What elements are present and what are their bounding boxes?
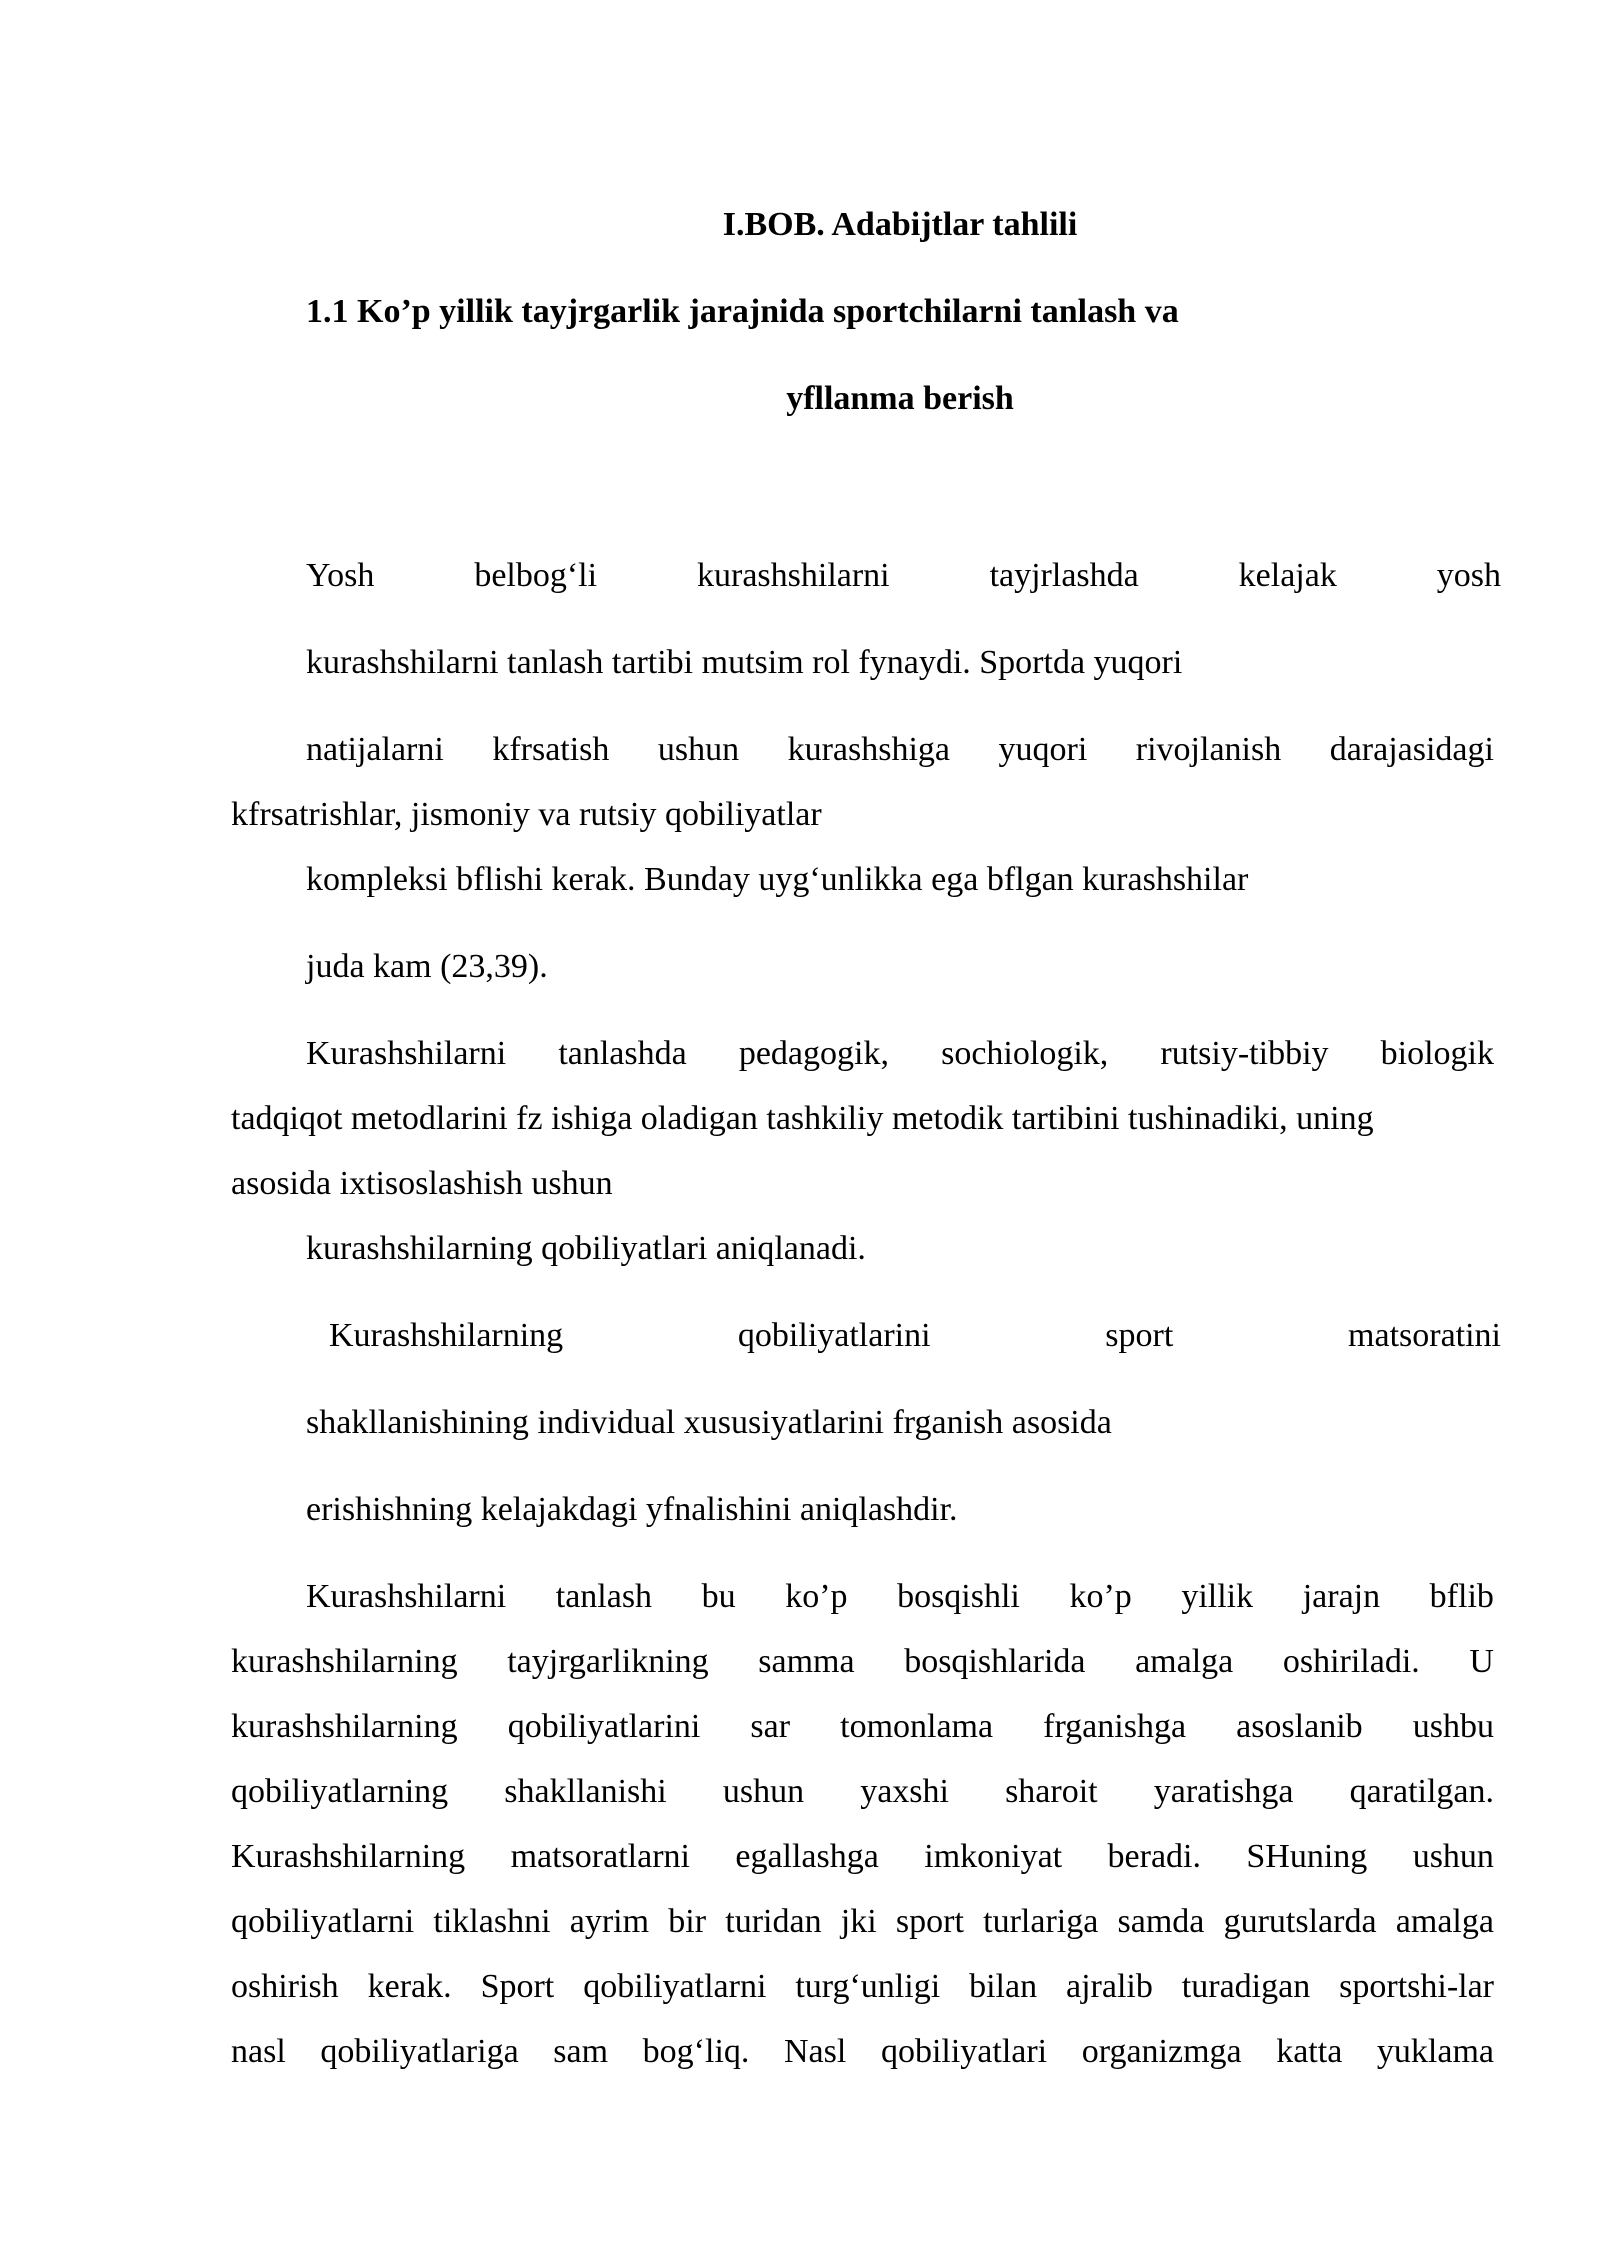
- word: darajasidagi: [1329, 731, 1494, 768]
- word: samda: [1117, 1903, 1205, 1940]
- text-line-1: [306, 556, 1501, 596]
- word: frganishga: [1043, 1708, 1187, 1745]
- word: kurashshilarning: [231, 1643, 458, 1680]
- word: kurashshilarning: [231, 1708, 458, 1745]
- word: rivojlanish: [1135, 731, 1282, 768]
- chapter-title: I.BOB. Adabijtlar tahlili: [722, 206, 1078, 243]
- word: ushun: [1412, 1838, 1494, 1875]
- word: oshiriladi.: [1282, 1643, 1420, 1680]
- text-line-6: juda kam (23,39).: [306, 948, 548, 985]
- word: belbog‘li: [474, 557, 598, 594]
- word: Sport: [480, 1968, 555, 2005]
- word: bosqishlarida: [904, 1643, 1086, 1680]
- word: qobiliyatlariga: [320, 2033, 519, 2070]
- word: beradi.: [1107, 1838, 1201, 1875]
- word: bu: [701, 1578, 736, 1615]
- word: tayjrgarlikning: [507, 1643, 709, 1680]
- word: tomonlama: [840, 1708, 994, 1745]
- word: turlariga: [983, 1903, 1099, 1940]
- word: imkoniyat: [924, 1838, 1063, 1875]
- word: gurutslarda: [1223, 1903, 1377, 1940]
- word: jki: [840, 1903, 877, 1940]
- word: ayrim: [569, 1903, 650, 1940]
- word: tayjrlashda: [989, 557, 1139, 594]
- word: katta: [1276, 2033, 1343, 2070]
- word: qobiliyatlari: [880, 2033, 1048, 2070]
- text-line-12: shakllanishining individual xususiyatlarini frganish asosida: [306, 1404, 1112, 1441]
- text-line-16: [231, 1707, 1494, 1747]
- word: yuqori: [998, 731, 1088, 768]
- text-line-18: [231, 1837, 1494, 1877]
- word: yaratishga: [1153, 1773, 1294, 1810]
- word: organizmga: [1081, 2033, 1242, 2070]
- word: ushun: [657, 731, 740, 768]
- word: Yosh: [306, 557, 375, 594]
- text-line-2: kurashshilarni tanlash tartibi mutsim rol fynaydi. Sportda yuqori: [306, 644, 1183, 681]
- word: amalga: [1135, 1643, 1234, 1680]
- word: turidan: [725, 1903, 822, 1940]
- text-line-11: [329, 1316, 1501, 1356]
- word: oshirish: [231, 1968, 339, 2005]
- word: natijalarni: [306, 731, 444, 768]
- text-line-20: [231, 1967, 1494, 2007]
- text-line-13: erishishning kelajakdagi yfnalishini aniqlashdir.: [306, 1491, 958, 1528]
- word: sport: [895, 1903, 964, 1940]
- word: tanlashda: [558, 1035, 687, 1072]
- word: asoslanib: [1236, 1708, 1363, 1745]
- text-line-19: [231, 1902, 1494, 1942]
- word: kerak.: [367, 1968, 452, 2005]
- word: sharoit: [1005, 1773, 1098, 1810]
- text-line-14: [306, 1577, 1494, 1617]
- word: jarajn: [1302, 1578, 1381, 1615]
- word: ko’p: [785, 1578, 848, 1615]
- word: Kurashshilarning: [231, 1838, 466, 1875]
- text-line-9: asosida ixtisoslashish ushun: [231, 1165, 613, 1202]
- word: rutsiy-tibbiy: [1160, 1035, 1329, 1072]
- word: sochiologik,: [941, 1035, 1109, 1072]
- word: ushun: [722, 1773, 805, 1810]
- word: matsoratlarni: [510, 1838, 690, 1875]
- word: Nasl: [784, 2033, 847, 2070]
- word: sportshi-lar: [1339, 1968, 1494, 2005]
- word: SHuning: [1246, 1838, 1368, 1875]
- word: sam: [553, 2033, 609, 2070]
- word: kurashshilarni: [697, 557, 890, 594]
- text-line-15: [231, 1642, 1494, 1682]
- text-line-3: [306, 730, 1494, 770]
- word: sport: [1105, 1317, 1174, 1354]
- word: bilan: [969, 1968, 1038, 2005]
- section-title-line-1: 1.1 Ko’p yillik tayjrgarlik jarajnida sportchilarni tanlash va: [306, 293, 1179, 330]
- word: samma: [758, 1643, 855, 1680]
- word: Kurashshilarni: [306, 1035, 507, 1072]
- word: egallashga: [735, 1838, 879, 1875]
- word: kfrsatish: [492, 731, 610, 768]
- text-line-17: [231, 1772, 1494, 1812]
- word: ushbu: [1412, 1708, 1494, 1745]
- word: kurashshiga: [787, 731, 951, 768]
- word: bir: [668, 1903, 707, 1940]
- word: qobiliyatlarini: [507, 1708, 701, 1745]
- word: yaxshi: [860, 1773, 949, 1810]
- text-line-8: tadqiqot metodlarini fz ishiga oladigan tashkiliy metodik tartibini tushinadiki, uning: [231, 1100, 1374, 1137]
- word: pedagogik,: [738, 1035, 889, 1072]
- word: bog‘liq.: [642, 2033, 750, 2070]
- word: qobiliyatlarning: [231, 1773, 449, 1810]
- word: qobiliyatlarni: [231, 1903, 415, 1940]
- word: yillik: [1181, 1578, 1254, 1615]
- text-line-5: kompleksi bflishi kerak. Bunday uyg‘unlikka ega bflgan kurashshilar: [306, 861, 1249, 898]
- text-line-7: [306, 1034, 1494, 1074]
- word: shakllanishi: [504, 1773, 667, 1810]
- word: ajralib: [1066, 1968, 1153, 2005]
- word: tiklashni: [433, 1903, 551, 1940]
- text-line-21: [231, 2032, 1494, 2072]
- word: tanlash: [555, 1578, 653, 1615]
- word: bosqishli: [897, 1578, 1020, 1615]
- word: qobiliyatlarini: [737, 1317, 931, 1354]
- word: bflib: [1429, 1578, 1494, 1615]
- word: sar: [750, 1708, 791, 1745]
- word: kelajak: [1238, 557, 1337, 594]
- word: ko’p: [1069, 1578, 1132, 1615]
- text-line-10: kurashshilarning qobiliyatlari aniqlanadi.: [306, 1230, 866, 1267]
- word: yuklama: [1376, 2033, 1494, 2070]
- word: matsoratini: [1348, 1317, 1501, 1354]
- section-title-line-2: yfllanma berish: [786, 380, 1014, 417]
- word: Kurashshilarni: [306, 1578, 507, 1615]
- word: nasl: [231, 2033, 286, 2070]
- word: qobiliyatlarni: [583, 1968, 767, 2005]
- word: U: [1469, 1643, 1494, 1680]
- word: amalga: [1395, 1903, 1494, 1940]
- word: turadigan: [1181, 1968, 1311, 2005]
- text-line-4: kfrsatrishlar, jismoniy va rutsiy qobiliyatlar: [231, 796, 822, 833]
- word: turg‘unligi: [795, 1968, 941, 2005]
- word: yosh: [1436, 557, 1501, 594]
- word: qaratilgan.: [1349, 1773, 1494, 1810]
- word: biologik: [1380, 1035, 1494, 1072]
- word: Kurashshilarning: [329, 1317, 564, 1354]
